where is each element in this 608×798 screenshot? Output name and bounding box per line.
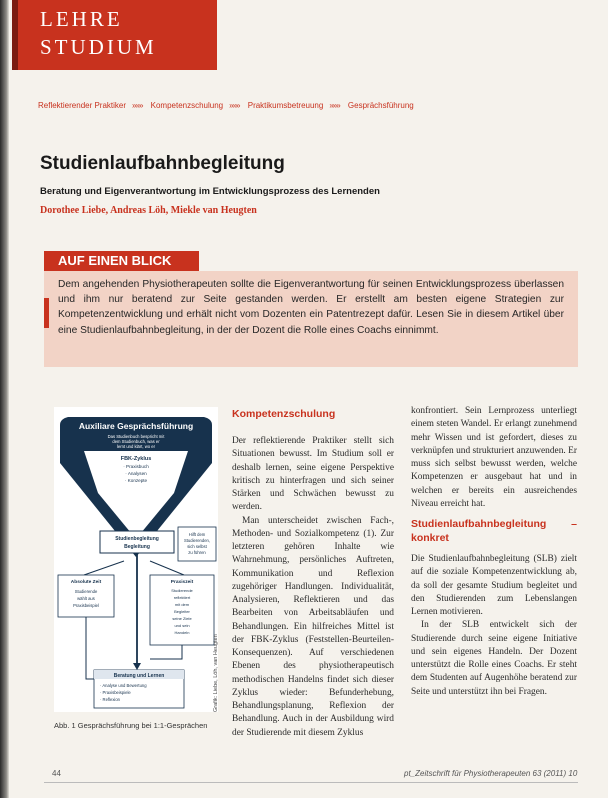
diagram-bottom-item: · Praxisbeispiele: [100, 690, 131, 695]
section-heading-slb: Studienlaufbahnbegleitung – konkret: [411, 518, 577, 544]
topic-separator: »»»: [229, 101, 240, 110]
section-title-line1: LEHRE: [40, 7, 123, 31]
section-title-line2: STUDIUM: [40, 35, 157, 59]
topic-keyword: Gesprächsführung: [347, 101, 414, 110]
section-heading-kompetenzschulung: Kompetenzschulung: [232, 408, 336, 420]
binding-shadow: [0, 0, 9, 798]
topic-separator: »»»: [329, 101, 340, 110]
diagram-right-box-line: mit dem: [174, 602, 190, 607]
diagram-right-box-line: reflektiert: [173, 595, 191, 600]
diagram-right-box-title: Praxiszeit: [170, 580, 194, 585]
topic-separator: »»»: [132, 101, 143, 110]
diagram-bottom-item: · Analyse und Bewertung: [100, 683, 147, 688]
diagram-cycle-item: · Analysen: [125, 471, 147, 476]
diagram-cycle-item: · Praxisbuch: [123, 464, 149, 469]
diagram-right-box-line: Handeln: [174, 630, 190, 635]
diagram-cycle-item: · Konzepte: [124, 478, 148, 483]
diagram-side-note-line: Hilft dem: [188, 532, 206, 537]
article-subtitle: Beratung und Eigenverantwortung im Entwicklungsprozess des Lernenden: [40, 186, 380, 197]
header-edge: [12, 0, 18, 70]
body-paragraph: Der reflektierende Praktiker stellt sich Situationen bewusst. Im Studium soll er deshalb lernen, seine eigene Perspektive kritisch zu hinterfragen und sich seiner Stärken und Schwächen bewusst zu werden.: [232, 436, 394, 513]
body-paragraph: konfrontiert. Sein Lernprozess unterliegt einem steten Wandel. Er erlangt zunehmend mehr Wissen und ist gefordert, dieses zu verknüpfen und strukturiert anzuwenden. Er muss sich selbst bewusst werden, welche Kompetenzen er ausgebaut hat und in welchen er bereits ein ausreichendes Niveau erreicht hat.: [411, 406, 577, 509]
topic-keyword: Reflektierender Praktiker: [38, 101, 127, 110]
diagram-bottom-item: · Reflexion: [100, 697, 121, 702]
at-a-glance-box: [44, 271, 578, 367]
journal-reference: pt_Zeitschrift für Physiotherapeuten 63 (2011) 10: [404, 769, 578, 778]
footer-rule: [44, 782, 578, 783]
diagram-process-line: Studienbegleitung: [115, 536, 159, 542]
graphic-credit-text: Grafik: Liebe, Löh, van Heugten: [213, 634, 219, 712]
diagram-cycle-title: FBK-Zyklus: [120, 456, 152, 462]
diagram-right-box-line: Begleiter: [174, 609, 190, 614]
graphic-credit: [213, 612, 223, 712]
diagram-right-box-line: Studierende: [171, 588, 193, 593]
article-title: Studienlaufbahnbegleitung: [40, 153, 285, 174]
diagram-side-note-line: sich selbst: [187, 544, 207, 549]
diagram-right-box-line: und sein: [174, 623, 190, 628]
body-paragraph: In der SLB entwickelt sich der Studierende durch seine eigene Initiative und sein eigenes Handeln. Der Dozent unterstützt die Rolle eines Coachs. Er steht dem Studenten auf Augenhöhe beratend zur Seite und unterstützt ihn bei Fragen.: [411, 620, 577, 697]
diagram-graphic: [54, 407, 218, 712]
body-paragraph: Die Studienlaufbahnbegleitung (SLB) zielt auf die soziale Kompetenzentwicklung ab, da soll der gesamte Studium begleitet und den Studierenden zum Lebenslangen Lernen motivieren.: [411, 554, 577, 617]
diagram-bottom-title: Beratung und Lernen: [113, 673, 165, 679]
figure-caption: Abb. 1 Gesprächsführung bei 1:1-Gesprächen: [54, 721, 208, 730]
diagram-intro-line: lernt und klärt, wo er: [117, 444, 155, 449]
diagram-left-box-title: Absolute Zeit: [70, 580, 102, 585]
section-header: [12, 0, 217, 70]
page-number: 44: [52, 769, 61, 778]
diagram-right-box-line: seine Ziele: [172, 616, 192, 621]
conversation-diagram: [54, 407, 218, 712]
diagram-left-box-line: Studierende: [74, 589, 98, 594]
at-a-glance-label: AUF EINEN BLICK: [44, 251, 199, 271]
diagram-left-box-line: Praxisbeispiel: [73, 603, 99, 608]
diagram-intro-line: dem Studienbuch, was er: [112, 439, 160, 444]
diagram-side-note-line: zu führen: [188, 550, 206, 555]
diagram-side-note-line: Studierenden,: [183, 538, 211, 543]
body-paragraph: Man unterscheidet zwischen Fach-, Methoden- und Sozialkompetenz (1). Zur letzteren gehören Inhalte wie Wahrnehmung, persönliches Auftreten, Kommunikation und Reflexion zugehöriger Handlungen. Individualität, Analysieren, Reflektieren und das Bearbeiten von Arbeitsabläufen und Behandlungen. Ein hilfreiches Mittel ist der FBK-Zyklus (Feststellen-Beurteilen-Konsequenzen). Auf verschiedenen Ebenen des physiotherapeutisch methodischen Handelns findet sich dieser Zyklus wieder: Befunderhebung, Behandlungsplanung, Reflexion der Behandlung. Auch in der Ausbildung wird der Studierende mit diesem Zyklus: [232, 515, 394, 738]
at-a-glance-text: Dem angehenden Physiotherapeuten sollte die Eigenverantwortung für seinen Entwicklungsprozess überlassen und ihm nur beratend zur Seite gestanden werden. Er erstellt am besten eigene Strategien zur Kompetenzentwicklung und erhält nicht vom Dozenten ein Patentrezept dafür. Lesen Sie in diesem Artikel über eine Studienlaufbahnbegleitung, in der der Dozent die Rolle eines Coachs einnimmt.: [58, 279, 564, 336]
topic-keyword: Kompetenzschulung: [150, 101, 224, 110]
diagram-title: Auxiliare Gesprächsführung: [78, 421, 194, 431]
diagram-intro-line: Das Studienbuch bespricht mit: [107, 434, 165, 439]
diagram-process-line: Begleitung: [124, 544, 150, 550]
body-column-middle: [232, 405, 394, 740]
at-a-glance-marker: [44, 298, 49, 328]
body-column-right: [411, 405, 577, 699]
article-authors: Dorothee Liebe, Andreas Löh, Miekle van Heugten: [40, 205, 257, 216]
topic-keywords: [38, 101, 420, 110]
topic-keyword: Praktikumsbetreuung: [247, 101, 324, 110]
diagram-left-box-line: wählt aus: [77, 596, 95, 601]
